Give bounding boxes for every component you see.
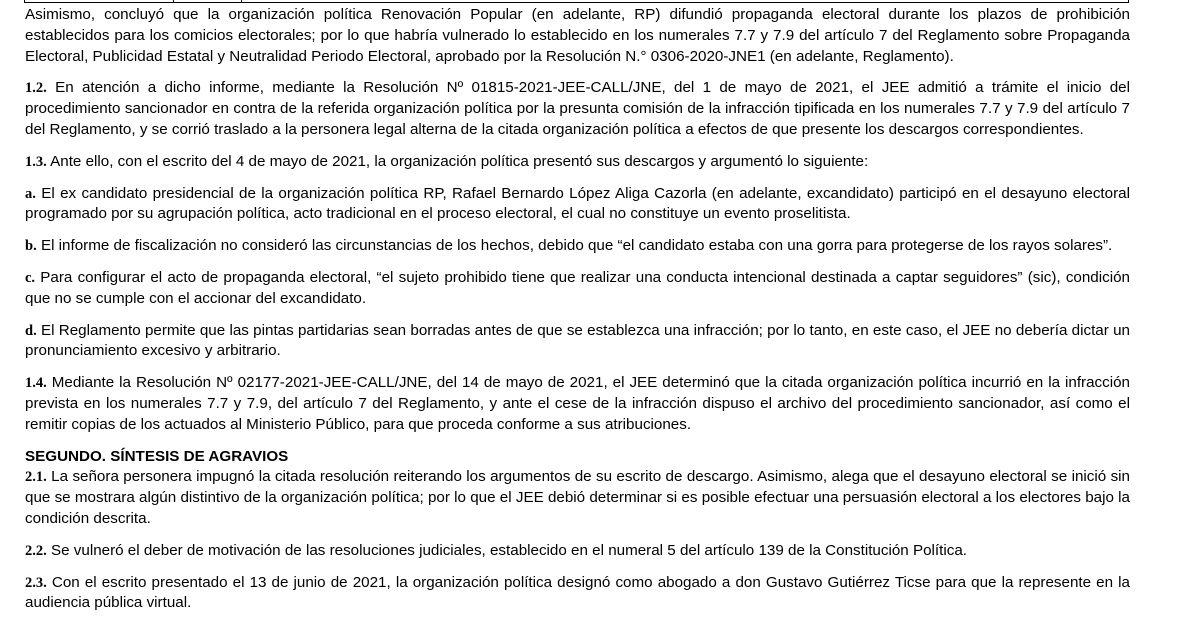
paragraph-text: Mediante la Resolución Nº 02177-2021-JEE-CALL/JNE, del 14 de mayo de 2021, el JEE determinó que la citada organización política incurrió en la infracción prevista en los numerales 7.7 y 7.9, del artículo 7 del Reglamento, y ante el cese de la infracción dispuso el archivo del procedimiento sancionador, así como el remitir copias de los actuados al Ministerio Público, para que proceda conforme a sus atribuciones. (25, 374, 1130, 433)
paragraph-number: 2.1. (25, 469, 47, 486)
table-cell-divider (173, 0, 174, 3)
table-border-remnant (24, 0, 1129, 3)
paragraph-number: 2.3. (25, 574, 47, 591)
list-item-marker: c. (25, 269, 36, 286)
list-item-text: El ex candidato presidencial de la organización política RP, Rafael Bernardo López Aliga Cazorla (en adelante, excandidato) participó en el desayuno electoral programado por su agrupación política, acto tradicional en el proceso electoral, el cual no constituye un evento proselitista. (25, 184, 1130, 223)
paragraph-1-2 (25, 78, 1130, 140)
list-item-text: El informe de fiscalización no consideró las circunstancias de los hechos, debido que “el candidato estaba con una gorra para protegerse de los rayos solares”. (40, 237, 1113, 255)
paragraph-1-3 (25, 152, 1130, 173)
paragraph-text: En atención a dicho informe, mediante la Resolución Nº 01815-2021-JEE-CALL/JNE, del 1 de mayo de 2021, el JEE admitió a trámite el inicio del procedimiento sancionador en contra de la referida organización política por la presunta comisión de la infracción tipificada en los numerales 7.7 y 7.9 del artículo 7 del Reglamento, y se corrió traslado a la personera legal alterna de la citada organización política a efectos de que presente los descargos correspondientes. (25, 79, 1130, 138)
paragraph-text: Se vulneró el deber de motivación de las resoluciones judiciales, establecido en el numeral 5 del artículo 139 de la Constitución Política. (50, 541, 967, 559)
paragraph-2-2 (25, 541, 1130, 562)
paragraph-intro (25, 5, 1130, 67)
paragraph-text: Ante ello, con el escrito del 4 de mayo de 2021, la organización política presentó sus descargos y argumentó lo siguiente: (50, 152, 869, 170)
list-item-marker: d. (25, 322, 37, 339)
document-page (25, 5, 1130, 614)
paragraph-number: 1.3. (25, 153, 47, 170)
list-item-marker: b. (25, 238, 37, 255)
section-heading: SEGUNDO. SÍNTESIS DE AGRAVIOS (25, 447, 289, 465)
paragraph-1-4 (25, 373, 1130, 435)
paragraph-number: 1.2. (25, 80, 47, 97)
paragraph-text: Con el escrito presentado el 13 de junio de 2021, la organización política designó como abogado a don Gustavo Gutiérrez Ticse para que la represente en la audiencia pública virtual. (25, 573, 1130, 612)
list-item-text: El Reglamento permite que las pintas partidarias sean borradas antes de que se establezca una infracción; por lo tanto, en este caso, el JEE no debería dictar un pronunciamiento excesivo y arbitrario. (25, 321, 1130, 360)
table-cell-divider (241, 0, 242, 3)
list-item-d (25, 321, 1130, 363)
paragraph-number: 1.4. (25, 375, 47, 392)
list-item-a (25, 184, 1130, 226)
paragraph-text: La señora personera impugnó la citada resolución reiterando los argumentos de su escrito de descargo. Asimismo, alega que el desayuno electoral se inició sin que se mostrara algún distintivo de la organización política; por lo que el JEE debió determinar si es posible efectuar una persuasión electoral a los electores bajo la condición descrita. (25, 468, 1130, 527)
list-item-c (25, 268, 1130, 310)
paragraph-number: 2.2. (25, 542, 47, 559)
paragraph-2-1 (25, 467, 1130, 529)
list-item-text: Para configurar el acto de propaganda electoral, “el sujeto prohibido tiene que realizar una conducta intencional destinada a captar seguidores” (sic), condición que no se cumple con el accionar del excandidato. (25, 268, 1130, 307)
paragraph-text: Asimismo, concluyó que la organización política Renovación Popular (en adelante, RP) difundió propaganda electoral durante los plazos de prohibición establecidos para los comicios electorales; por lo que habría vulnerado lo establecido en los numerales 7.7 y 7.9 del artículo 7 del Reglamento sobre Propaganda Electoral, Publicidad Estatal y Neutralidad Periodo Electoral, aprobado por la Resolución N.° 0306-2020-JNE1 (en adelante, Reglamento). (25, 6, 1130, 65)
paragraph-2-3 (25, 573, 1130, 615)
list-item-b (25, 236, 1130, 257)
list-item-marker: a. (25, 185, 36, 202)
